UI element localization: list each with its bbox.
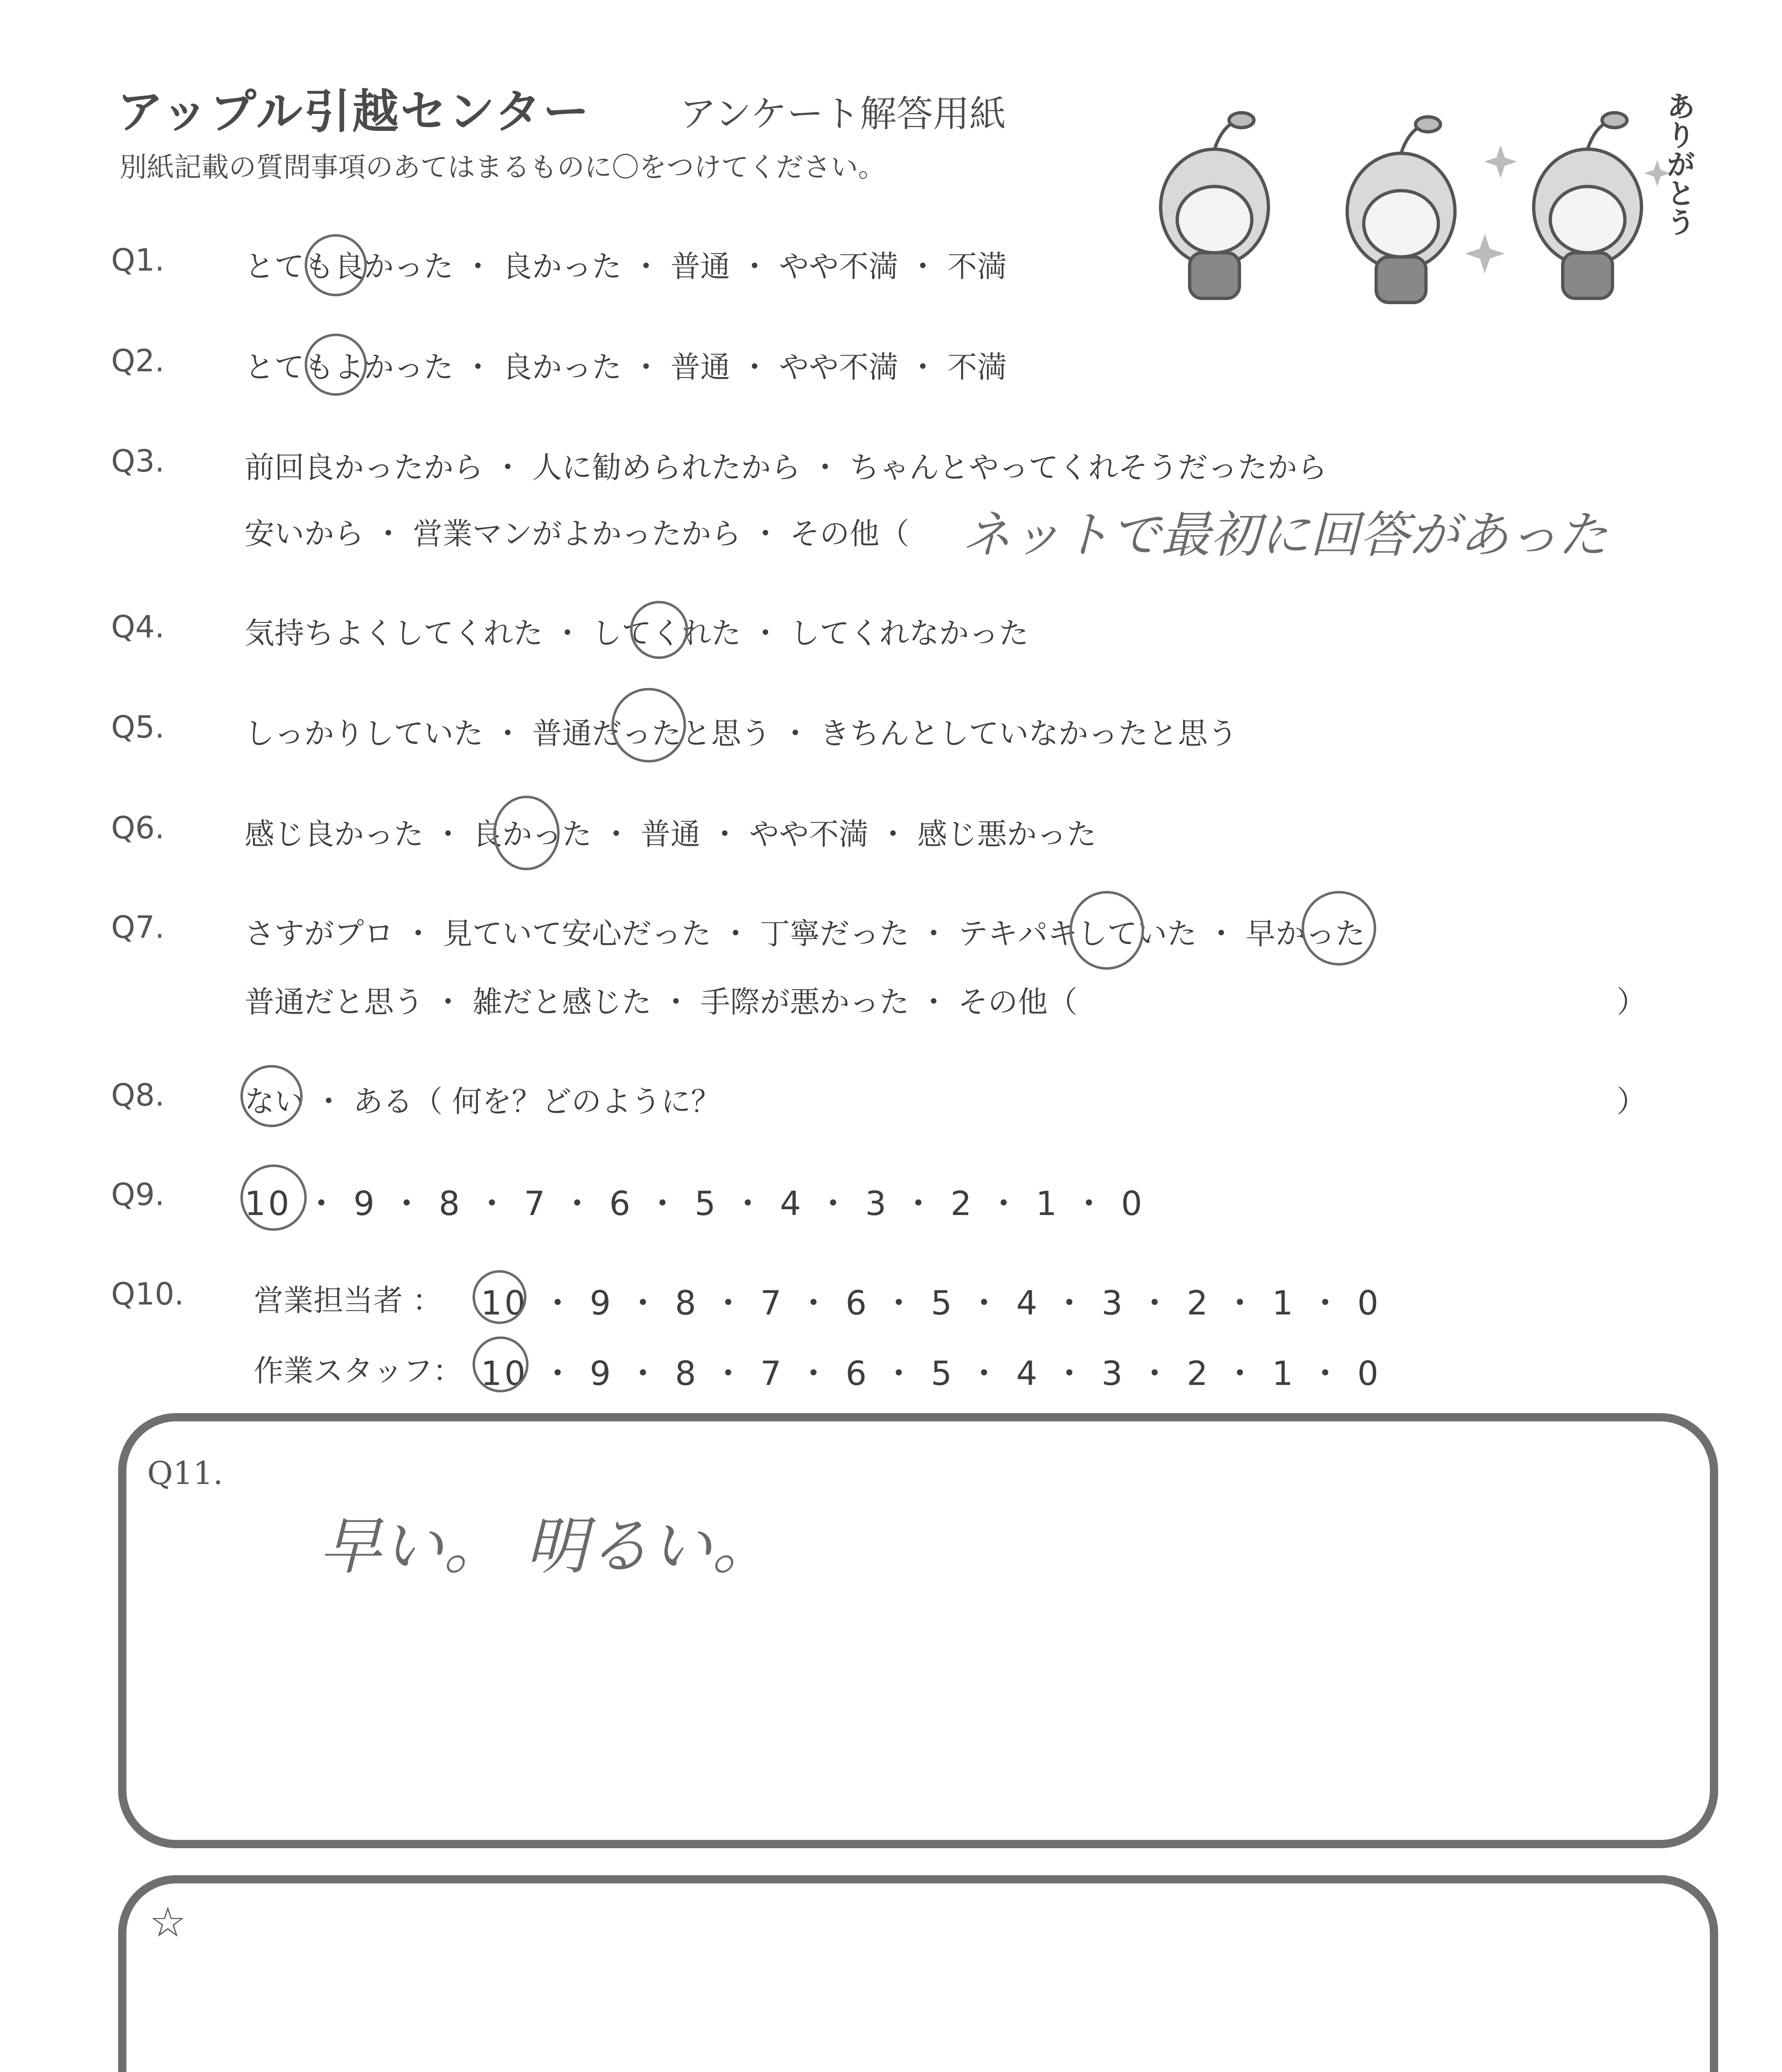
q6-options: 感じ良かった ・ 良かった ・ 普通 ・ やや不満 ・ 感じ悪かった: [245, 817, 1097, 852]
q3-number: Q3.: [111, 443, 165, 479]
q10-staff-selection-circle: [473, 1336, 529, 1392]
monkey-middle-icon: [1347, 117, 1455, 303]
thanks-text: ありがとう: [1662, 91, 1696, 236]
q2-options: とてもよかった ・ 良かった ・ 普通 ・ やや不満 ・ 不満: [245, 350, 1007, 385]
q11-comment-box: [118, 1413, 1718, 1848]
q7-options-line1: さすがプロ ・ 見ていて安心だった ・ 丁寧だった ・ テキパキしていた ・ 早かった: [245, 916, 1365, 951]
q7-paren-close: ）: [1617, 985, 1647, 1019]
q5-options: しっかりしていた ・ 普通だったと思う ・ きちんとしていなかったと思う: [245, 716, 1238, 751]
q8-number: Q8.: [111, 1077, 165, 1113]
q3-options-line1: 前回良かったから ・ 人に勧められたから ・ ちゃんとやってくれそうだったから: [245, 450, 1327, 485]
star-comment-box: [118, 1875, 1718, 2072]
q10-sales-selection-circle: [473, 1270, 526, 1324]
q10-staff-label: 作業スタッフ：: [254, 1353, 463, 1388]
q6-number: Q6.: [111, 810, 165, 846]
monkey-mascots-illustration: [1132, 75, 1695, 307]
monkey-right-icon: [1534, 113, 1641, 298]
q4-selection-circle: [630, 601, 688, 659]
q10-number: Q10.: [111, 1276, 184, 1312]
q5-number: Q5.: [111, 709, 165, 745]
q1-number: Q1.: [111, 242, 165, 278]
q1-options: とても良かった ・ 良かった ・ 普通 ・ やや不満 ・ 不満: [245, 249, 1007, 284]
form-title: アップル引越センター: [117, 85, 591, 139]
star-icon: ☆: [149, 1898, 187, 1946]
monkey-left-icon: [1161, 113, 1268, 298]
q8-selection-circle: [240, 1065, 303, 1127]
q2-selection-circle: [305, 334, 367, 396]
form-instruction: 別紙記載の質問事項のあてはまるものに〇をつけてください。: [119, 151, 885, 183]
q6-selection-circle: [493, 796, 560, 870]
q9-selection-circle: [240, 1164, 307, 1231]
q11-handwritten-comment: 早い。 明るい。: [319, 1510, 774, 1583]
q3-other-handwritten: ネットで最初に回答があった: [962, 506, 1608, 564]
q3-options-line2: 安いから ・ 営業マンがよかったから ・ その他（: [245, 516, 909, 551]
q2-number: Q2.: [111, 343, 165, 379]
q7-number: Q7.: [111, 910, 165, 945]
form-subtitle: アンケート解答用紙: [680, 92, 1006, 135]
q10-staff-scale: 10 ・ 9 ・ 8 ・ 7 ・ 6 ・ 5 ・ 4 ・ 3 ・ 2 ・ 1 ・ 0: [481, 1354, 1381, 1393]
q8-paren-close: ）: [1617, 1084, 1647, 1119]
q7-options-line2: 普通だと思う ・ 雑だと感じた ・ 手際が悪かった ・ その他（: [245, 985, 1078, 1019]
q9-number: Q9.: [111, 1177, 165, 1213]
q9-scale: 10 ・ 9 ・ 8 ・ 7 ・ 6 ・ 5 ・ 4 ・ 3 ・ 2 ・ 1 ・ 0: [245, 1184, 1145, 1223]
q1-selection-circle: [305, 234, 367, 296]
q7-selection-circle-b: [1302, 891, 1376, 966]
q8-options: ない ・ ある（ 何を？どのように？: [245, 1084, 721, 1119]
q10-sales-label: 営業担当者 ：: [254, 1283, 442, 1318]
q4-options: 気持ちよくしてくれた ・ してくれた ・ してくれなかった: [245, 616, 1029, 651]
q10-sales-scale: 10 ・ 9 ・ 8 ・ 7 ・ 6 ・ 5 ・ 4 ・ 3 ・ 2 ・ 1 ・ 0: [481, 1284, 1381, 1322]
q11-label: Q11.: [147, 1455, 223, 1491]
q7-selection-circle-a: [1069, 891, 1144, 970]
q4-number: Q4.: [111, 609, 165, 645]
q5-selection-circle: [611, 688, 686, 762]
